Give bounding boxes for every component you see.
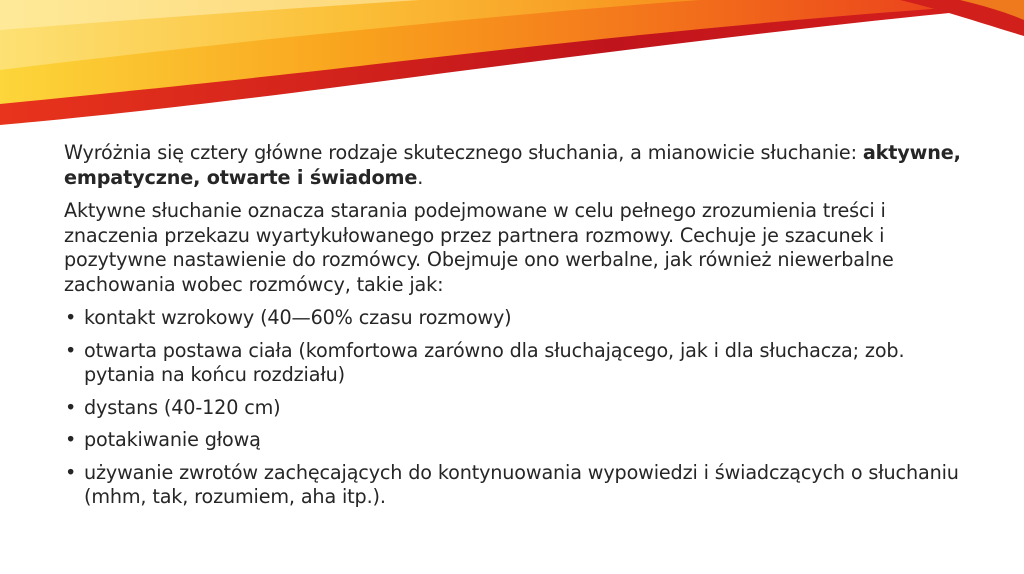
list-item-text: potakiwanie głową: [84, 428, 261, 451]
list-item-text: dystans (40-120 cm): [84, 395, 281, 419]
list-item-text: używanie zwrotów zachęcających do kontynuowania wypowiedzi i świadczących o słuchaniu (mhm, tak, rozumiem, aha itp.).: [84, 460, 959, 508]
list-item: [64, 306, 964, 331]
bullet-marker: •: [65, 395, 77, 419]
list-item: [64, 428, 964, 453]
list-item-text: otwarta postawa ciała (komfortowa zarówno dla słuchającego, jak i dla słuchacza; zob. pytania na końcu rozdziału): [84, 338, 905, 386]
intro-paragraph: [64, 141, 964, 190]
bullet-list: [64, 306, 964, 510]
bullet-marker: •: [65, 460, 77, 484]
list-item-text: kontakt wzrokowy (40—60% czasu rozmowy): [84, 306, 512, 329]
list-item: [64, 396, 964, 421]
list-item: [64, 339, 964, 388]
list-item: [64, 461, 964, 510]
intro-highlight: aktywne, empatyczne, otwarte i świadome: [64, 141, 961, 189]
bullet-marker: •: [65, 338, 77, 362]
slide-body: [64, 141, 964, 518]
intro-text: Wyróżnia się cztery główne rodzaje skutecznego słuchania, a mianowicie słuchanie:: [64, 141, 863, 164]
decorative-wave-banner: [0, 0, 1024, 130]
bullet-marker: •: [65, 306, 77, 329]
intro-suffix: .: [417, 165, 424, 189]
bullet-marker: •: [65, 428, 77, 451]
active-listening-paragraph: Aktywne słuchanie oznacza starania podejmowane w celu pełnego zrozumienia treści i znaczenia przekazu wyartykułowanego przez partnera rozmowy. Cechuje je szacunek i pozytywne nastawienie do rozmówcy. Obejmuje ono werbalne, jak również niewerbalne zachowania wobec rozmówcy, takie jak:: [64, 199, 894, 296]
